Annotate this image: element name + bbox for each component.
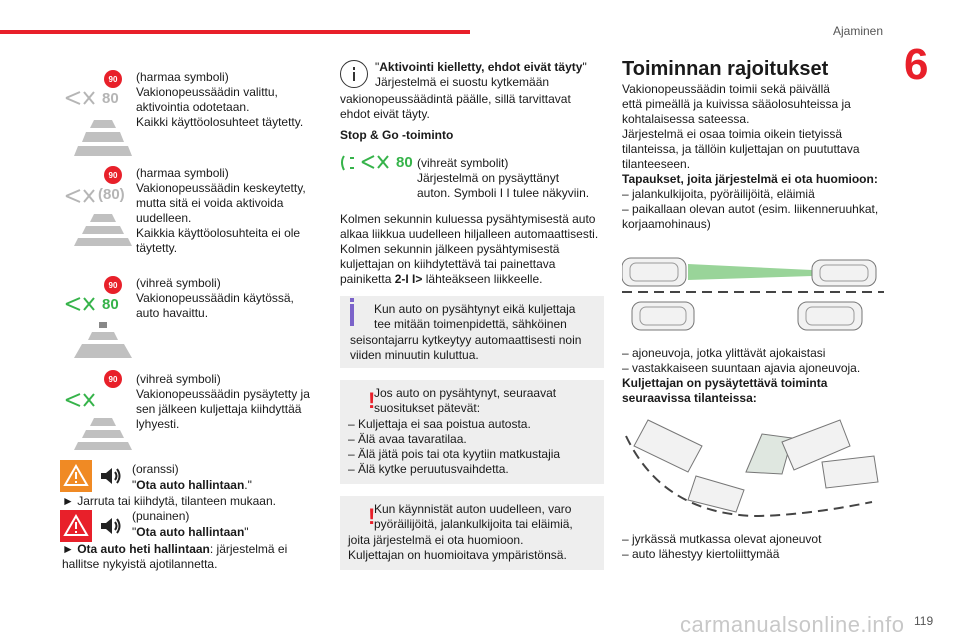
watermark: carmanualsonline.info bbox=[680, 612, 905, 637]
info-icon bbox=[340, 60, 368, 88]
orange-action: ► Jarruta tai kiihdytä, tilanteen mukaan. bbox=[62, 494, 276, 508]
quote-close: ." bbox=[244, 478, 252, 492]
text-line: korjaamohinaus) bbox=[622, 217, 711, 231]
text-line: Kun auto on pysähtynyt eikä kuljettaja bbox=[374, 302, 576, 316]
text-line: (harmaa symboli) bbox=[136, 70, 229, 84]
orange-warning-icon bbox=[60, 460, 92, 492]
text-line: Kolmen sekunnin jälkeen pysähtymisestä bbox=[340, 242, 560, 256]
text-line: Kun käynnistät auton uudelleen, varo bbox=[374, 502, 572, 516]
text-line: joita järjestelmä ei ota huomioon. bbox=[348, 533, 524, 547]
vehicle-detect-icon bbox=[64, 88, 104, 110]
road-lanes-car-icon bbox=[74, 416, 132, 450]
text-line: tilanteissa, ja tällöin kuljettajan on puututtava bbox=[622, 142, 860, 156]
text-line: – jyrkässä mutkassa olevat ajoneuvot bbox=[622, 532, 822, 546]
text-line: Vakionopeussäädin keskeytetty, bbox=[136, 181, 306, 195]
state-1-text bbox=[136, 70, 316, 130]
speaker-icon bbox=[96, 462, 124, 490]
stopgo-text bbox=[417, 156, 589, 201]
text-line: suositukset pätevät: bbox=[374, 401, 481, 415]
text-line: sen jälkeen kuljettaja kiihdyttää bbox=[136, 402, 302, 416]
quote-close: " bbox=[582, 60, 587, 74]
text-line: seisontajarru kytkeytyy automaattisesti noin bbox=[350, 333, 582, 347]
text-line: (harmaa symboli) bbox=[136, 166, 229, 180]
info-box-icon bbox=[350, 304, 354, 326]
speed-limit-sign-icon: 90 bbox=[104, 70, 122, 88]
text-line: että pimeällä ja kuivissa sääolosuhteissa ja bbox=[622, 97, 851, 111]
text-line: mutta sitä ei voida aktivoida bbox=[136, 196, 284, 210]
text-line: Kolmen sekunnin kuluessa pysähtymisestä auto bbox=[340, 212, 596, 226]
text-line: kuljettajan on kiihdytettävä tai painettava bbox=[340, 257, 556, 271]
speaker-icon bbox=[96, 512, 124, 540]
speed-limit-sign-icon: 90 bbox=[104, 166, 122, 184]
chapter-number: 6 bbox=[904, 40, 929, 89]
text-line: – ajoneuvoja, jotka ylittävät ajokaistasi bbox=[622, 346, 826, 360]
text-line: Vakionopeussäädin pysäytetty ja bbox=[136, 387, 310, 401]
text-line: Vakionopeussäädin toimii sekä päivällä bbox=[622, 82, 830, 96]
text-line: – Älä kytke peruutusvaihdetta. bbox=[348, 462, 509, 476]
stopgo-symbols bbox=[340, 152, 414, 174]
speed-value: (80) bbox=[98, 186, 125, 203]
text-line: alkaa liikkua uudelleen hiljalleen automaattisesti. bbox=[340, 227, 599, 241]
text-line: Kuljettajan on huomioitava ympäristönsä. bbox=[348, 548, 567, 562]
text-line: uudelleen. bbox=[136, 211, 192, 225]
quote-open: " bbox=[375, 60, 380, 74]
text-line: kohtalaisessa sateessa. bbox=[622, 112, 750, 126]
message-text: Ota auto hallintaan bbox=[136, 525, 245, 539]
text-line: Jos auto on pysähtynyt, seuraavat bbox=[374, 386, 557, 400]
state-4-text bbox=[136, 372, 316, 432]
text-line: – Älä jätä pois tai ota kyytiin matkustajia bbox=[348, 447, 561, 461]
text-line: auto havaittu. bbox=[136, 306, 209, 320]
text-line: seuraavissa tilanteissa: bbox=[622, 391, 757, 405]
text-line: aktivointia odotetaan. bbox=[136, 100, 250, 114]
section-heading: Toiminnan rajoitukset bbox=[622, 58, 829, 80]
text-line: – auto lähestyy kiertoliittymää bbox=[622, 547, 780, 561]
crossing-vehicles-illustration bbox=[622, 252, 884, 334]
text-line: (vihreä symboli) bbox=[136, 372, 221, 386]
info-line: Järjestelmä ei suostu kytkemään bbox=[375, 75, 550, 89]
cases2-text bbox=[622, 346, 892, 406]
text-line-start: painiketta bbox=[340, 272, 395, 286]
red-warning-icon bbox=[60, 510, 92, 542]
red-message bbox=[132, 525, 249, 540]
state-3-text bbox=[136, 276, 316, 321]
exclamation-icon: ! bbox=[368, 504, 376, 529]
road-lanes-icon bbox=[74, 212, 132, 246]
button-label: 2-I I> bbox=[394, 272, 423, 286]
text-line: (vihreä symboli) bbox=[136, 276, 221, 290]
speed-limit-sign-icon: 90 bbox=[104, 276, 122, 294]
road-lanes-car-icon bbox=[74, 322, 132, 358]
text-line: lyhyesti. bbox=[136, 417, 180, 431]
text-line: Vakionopeussäädin valittu, bbox=[136, 85, 278, 99]
speed-value: 80 bbox=[102, 296, 119, 313]
red-action-line2: hallitse nykyistä ajotilannetta. bbox=[62, 557, 218, 571]
text-line: tee mitään toimenpidettä, sähköinen bbox=[374, 317, 567, 331]
speed-value: 80 bbox=[396, 154, 413, 171]
text-line: Järjestelmä ei osaa toimia oikein tietyissä bbox=[622, 127, 843, 141]
vehicle-detect-icon bbox=[64, 390, 104, 412]
speed-limit-sign-icon: 90 bbox=[104, 370, 122, 388]
text-line: (vihreät symbolit) bbox=[417, 156, 509, 170]
info-title bbox=[375, 60, 600, 75]
info-box bbox=[340, 296, 604, 368]
text-line: – Älä avaa tavaratilaa. bbox=[348, 432, 467, 446]
curve-vehicles-illustration bbox=[622, 412, 884, 522]
road-lanes-icon bbox=[74, 118, 132, 156]
stopgo-icon bbox=[340, 152, 396, 174]
stopgo-heading: Stop & Go -toiminto bbox=[340, 128, 454, 142]
intro-text bbox=[622, 82, 892, 232]
message-text: Ota auto hallintaan bbox=[136, 478, 245, 492]
info-title-text: Aktivointi kielletty, ehdot eivät täyty bbox=[379, 60, 583, 74]
warning-box bbox=[340, 380, 604, 484]
orange-label: (oranssi) bbox=[132, 462, 179, 476]
header-accent-bar bbox=[0, 30, 470, 34]
text-line: – Kuljettaja ei saa poistua autosta. bbox=[348, 417, 531, 431]
action-bold: ► Ota auto heti hallintaan bbox=[62, 542, 210, 556]
text-line: Tapaukset, joita järjestelmä ei ota huomioon: bbox=[622, 172, 878, 186]
page-number: 119 bbox=[914, 614, 934, 628]
exclamation-icon: ! bbox=[368, 388, 376, 413]
section-title: Ajaminen bbox=[833, 24, 884, 38]
state-2-text bbox=[136, 166, 316, 256]
text-line: täytetty. bbox=[136, 241, 178, 255]
red-label: (punainen) bbox=[132, 509, 190, 523]
quote-open: " bbox=[132, 478, 137, 492]
info-line: vakionopeussäädintä päälle, sillä tarvittavat bbox=[340, 92, 571, 106]
speed-value: 80 bbox=[102, 90, 119, 107]
text-line: – vastakkaiseen suuntaan ajavia ajoneuvoja. bbox=[622, 361, 861, 375]
quote-open: " bbox=[132, 525, 137, 539]
driver-cases-text bbox=[622, 532, 892, 562]
text-line: Kuljettajan on pysäytettävä toiminta bbox=[622, 376, 828, 390]
text-line: – jalankulkijoita, pyöräilijöitä, eläimiä bbox=[622, 187, 815, 201]
warning-box bbox=[340, 496, 604, 570]
text-line: Kaikki käyttöolosuhteet täytetty. bbox=[136, 115, 304, 129]
text-line: Kaikkia käyttöolosuhteita ei ole bbox=[136, 226, 301, 240]
quote-close: " bbox=[244, 525, 249, 539]
text-line: Vakionopeussäädin käytössä, bbox=[136, 291, 294, 305]
orange-message bbox=[132, 478, 252, 493]
info-line: ehdot eivät täyty. bbox=[340, 107, 430, 121]
text-line: viiden minuutin kuluttua. bbox=[350, 348, 479, 362]
red-action bbox=[62, 542, 287, 557]
text-line: pyöräilijöitä, jalankulkijoita tai eläimiä, bbox=[374, 517, 573, 531]
stopgo-paragraph bbox=[340, 212, 605, 287]
text-line bbox=[340, 272, 605, 287]
text-line: – paikallaan olevan autot (esim. liikenneruuhkat, bbox=[622, 202, 879, 216]
text-line: tilanteeseen. bbox=[622, 157, 691, 171]
vehicle-detect-icon bbox=[64, 294, 104, 316]
action-rest: : järjestelmä ei bbox=[209, 542, 288, 556]
text-line-end: lähteäkseen liikkeelle. bbox=[422, 272, 543, 286]
text-line: auton. Symboli I I tulee näkyviin. bbox=[417, 186, 590, 200]
text-line: Järjestelmä on pysäyttänyt bbox=[417, 171, 560, 185]
